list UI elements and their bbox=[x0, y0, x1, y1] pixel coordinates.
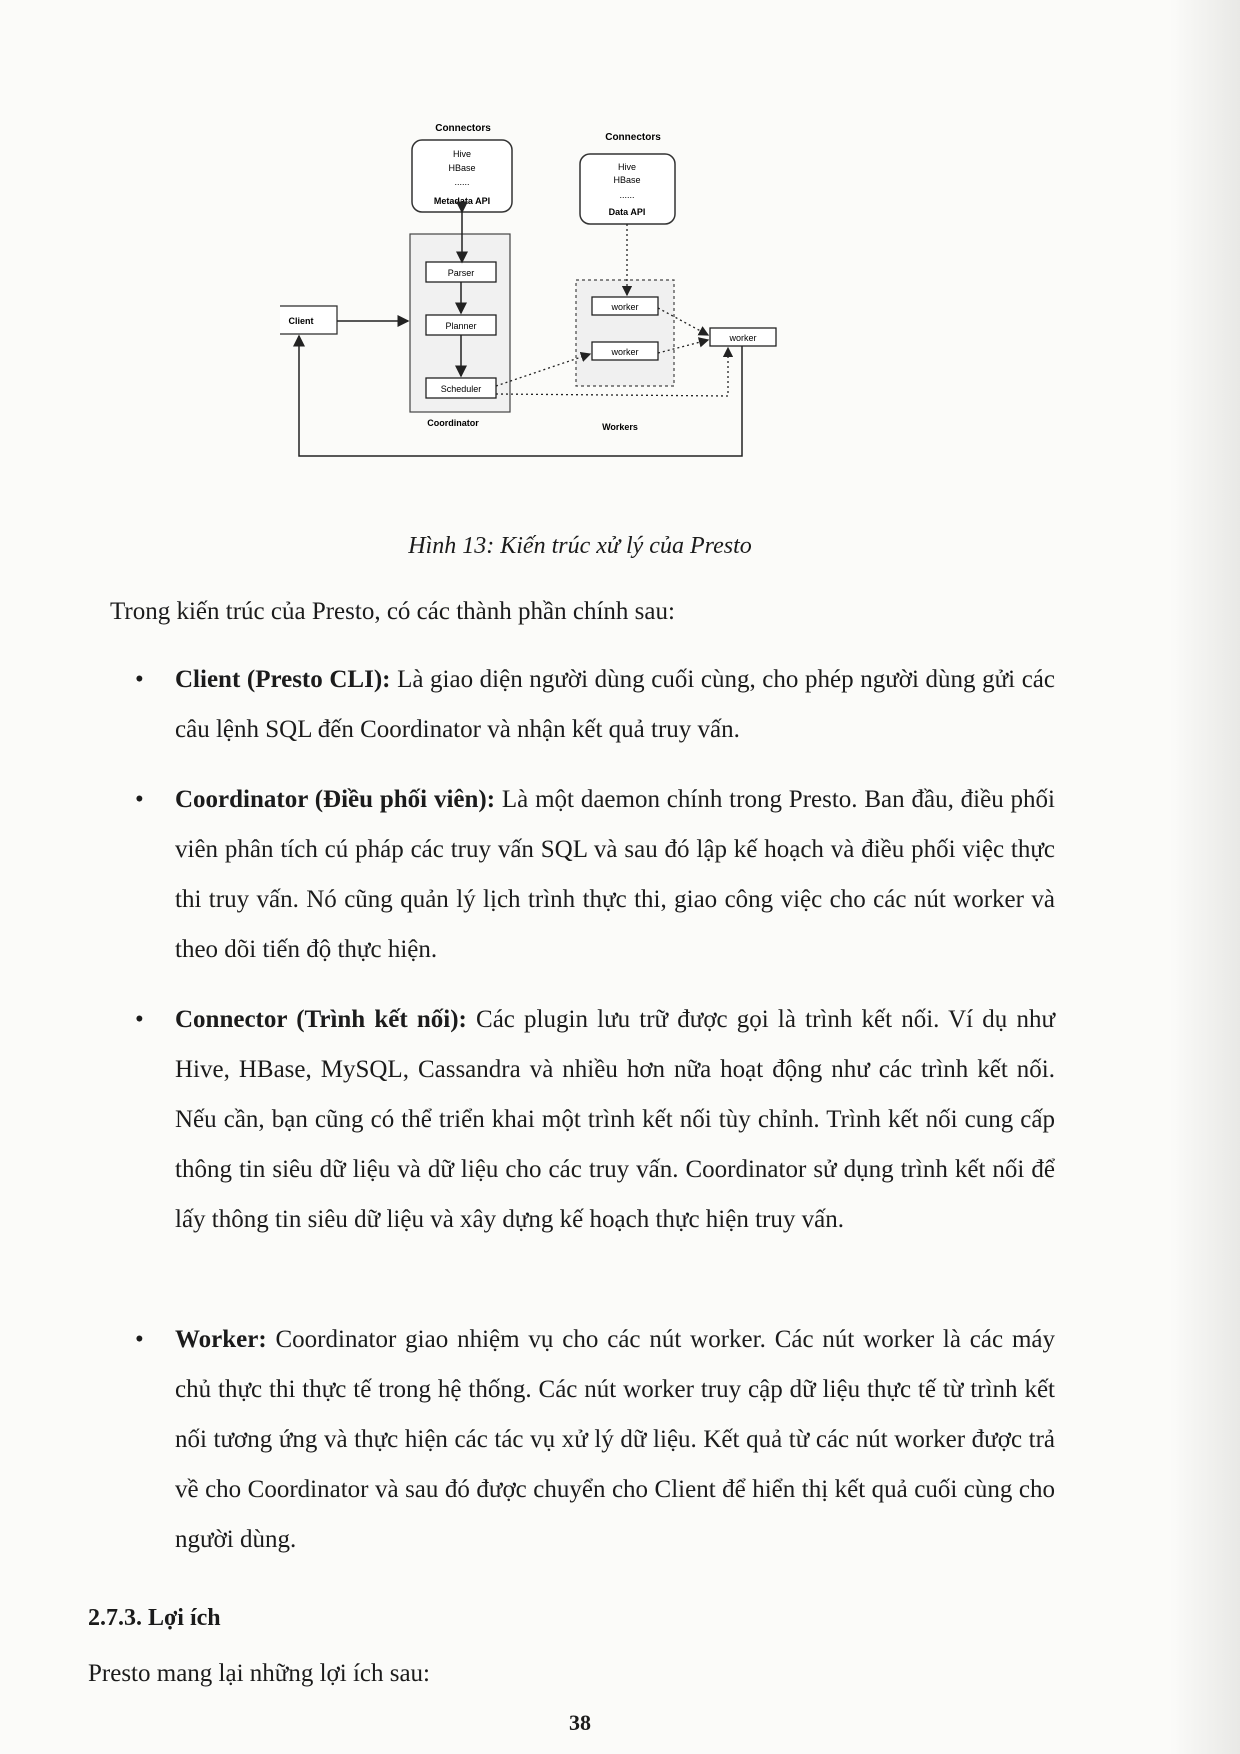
bullet-dot: • bbox=[135, 1326, 144, 1353]
bullet-text: Các plugin lưu trữ được gọi là trình kết nối. Ví dụ như Hive, HBase, MySQL, Cassandra và nhiều hơn nữa hoạt động như các trình kết nối. Nếu cần, bạn cũng có thể triển khai một trình kết nối tùy chỉnh. Trình kết nối cung cấp thông tin siêu dữ liệu và dữ liệu cho các truy vấn. Coordinator sử dụng trình kết nối để lấy thông tin siêu dữ liệu và xây dựng kế hoạch thực hiện truy vấn. bbox=[175, 1006, 1056, 1233]
connectors-right-title: Connectors bbox=[605, 132, 661, 143]
planner-label: Planner bbox=[445, 321, 477, 331]
bullet-term: Client (Presto CLI): bbox=[175, 666, 391, 693]
figure-caption: Hình 13: Kiến trúc xử lý của Presto bbox=[408, 533, 752, 559]
connectors-right-item-more: ...... bbox=[619, 190, 635, 200]
bullet-text: Coordinator giao nhiệm vụ cho các nút worker. Các nút worker là các máy chủ thực thi thực tế trong hệ thống. Các nút worker truy cập dữ liệu thực tế từ trình kết nối tương ứng và thực hiện các tác vụ xử lý dữ liệu. Kết quả từ các nút worker được trả về cho Coordinator và sau đó được chuyển cho Client để hiển thị kết quả cuối cùng cho người dùng. bbox=[175, 1326, 1055, 1553]
bullet-text: Là một daemon chính trong Presto. Ban đầu, điều phối viên phân tích cú pháp các truy vấn SQL và sau đó lập kế hoạch và điều phối việc thực thi truy vấn. Nó cũng quản lý lịch trình thực thi, giao công việc cho các nút worker và theo dõi tiến độ thực hiện. bbox=[175, 786, 1055, 963]
connectors-left-item-more: ...... bbox=[454, 177, 470, 187]
page-edge-shadow bbox=[1170, 0, 1240, 1754]
worker-label-3: worker bbox=[729, 333, 757, 343]
section-lead: Presto mang lại những lợi ích sau: bbox=[88, 1660, 431, 1687]
bullet-term: Connector (Trình kết nối): bbox=[175, 1006, 467, 1033]
page-number: 38 bbox=[569, 1710, 591, 1735]
intro-paragraph: Trong kiến trúc của Presto, có các thành phần chính sau: bbox=[110, 598, 675, 625]
bullet-term: Coordinator (Điều phối viên): bbox=[175, 786, 496, 813]
connectors-right-item-hive: Hive bbox=[617, 162, 637, 172]
worker-label-1: worker bbox=[611, 302, 639, 312]
bullet-dot: • bbox=[135, 786, 144, 813]
coordinator-label: Coordinator bbox=[427, 418, 479, 428]
workers-box bbox=[576, 280, 674, 386]
section-heading: 2.7.3. Lợi ích bbox=[88, 1605, 221, 1631]
bullet-connector bbox=[135, 995, 1055, 1245]
connectors-left-item-hive: Hive bbox=[452, 149, 472, 159]
bullet-client bbox=[135, 655, 1055, 755]
worker-label-2: worker bbox=[611, 347, 639, 357]
bullet-text: Là giao diện người dùng cuối cùng, cho phép người dùng gửi các câu lệnh SQL đến Coordinator và nhận kết quả truy vấn. bbox=[175, 666, 1055, 743]
presto-architecture-diagram bbox=[280, 120, 880, 520]
connectors-left-item-metadata-api: Metadata API bbox=[433, 196, 491, 206]
connectors-right-item-data-api: Data API bbox=[608, 207, 646, 217]
bullet-dot: • bbox=[135, 666, 144, 693]
connectors-right-item-hbase: HBase bbox=[613, 175, 641, 185]
bullet-coordinator bbox=[135, 775, 1055, 975]
client-label: Client bbox=[288, 316, 314, 326]
connectors-left-title: Connectors bbox=[435, 123, 491, 134]
parser-label: Parser bbox=[447, 268, 475, 278]
scheduler-label: Scheduler bbox=[440, 384, 482, 394]
bullet-term: Worker: bbox=[175, 1326, 267, 1353]
bullet-dot: • bbox=[135, 1006, 144, 1033]
connectors-left-item-hbase: HBase bbox=[448, 163, 476, 173]
bullet-worker bbox=[135, 1315, 1055, 1565]
workers-label: Workers bbox=[602, 422, 638, 432]
